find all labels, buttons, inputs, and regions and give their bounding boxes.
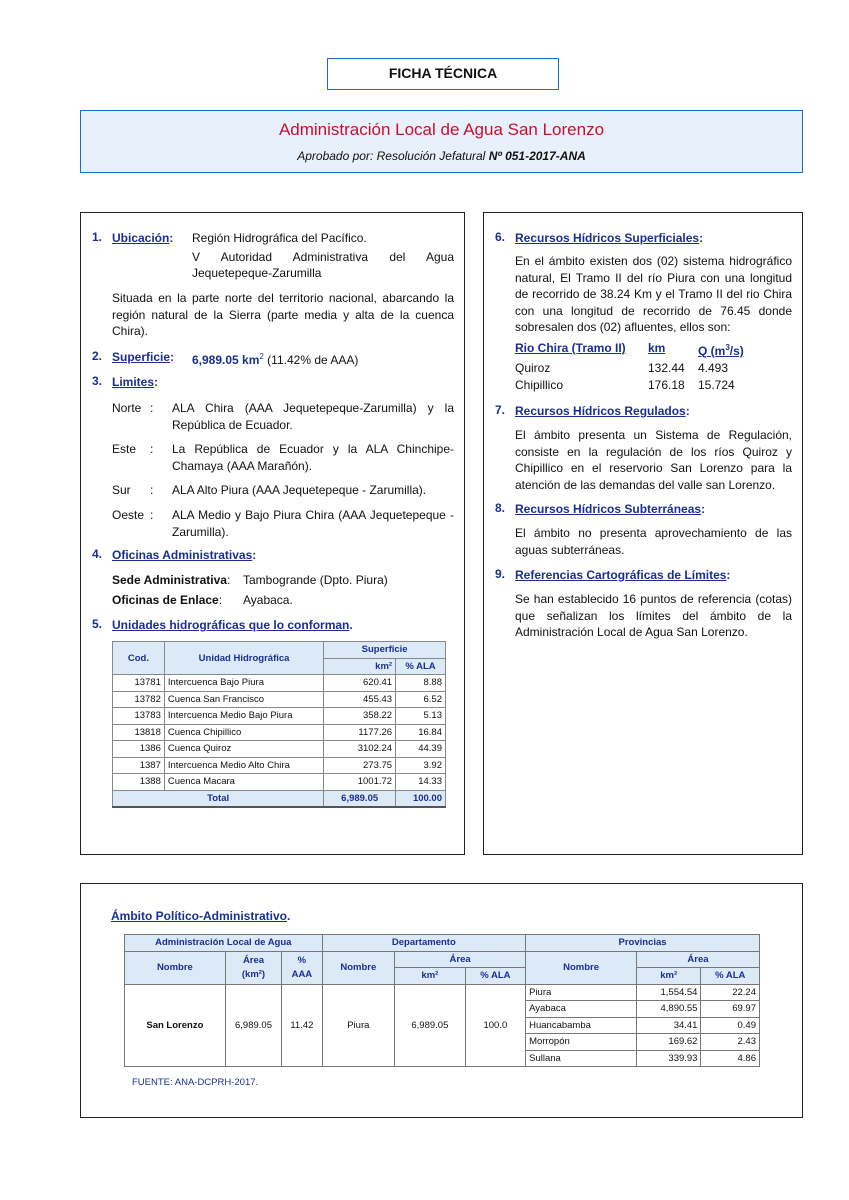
col-dep-area: Área <box>395 951 526 968</box>
ubicacion-region: Región Hidrográfica del Pacífico. <box>192 231 367 245</box>
limite-sur-sep: : <box>150 483 154 497</box>
river-chipillico-km: 176.18 <box>648 378 685 392</box>
cell-unit: Cuenca San Francisco <box>164 691 323 708</box>
limite-sur-value: ALA Alto Piura (AAA Jequetepeque - Zarumilla). <box>172 483 427 497</box>
limite-norte-key: Norte <box>112 401 142 415</box>
section-2-title: Superficie <box>112 350 171 364</box>
prov-pct: 2.43 <box>701 1034 760 1051</box>
section-5-dot: . <box>349 618 353 632</box>
enlace-row <box>112 592 222 609</box>
river-quiroz-km: 132.44 <box>648 361 685 375</box>
superficie-km: 6,989.05 km <box>192 353 260 367</box>
col-dep-nombre: Nombre <box>322 951 395 984</box>
cell-pct: 6.52 <box>396 691 446 708</box>
section-6-title: Recursos Hídricos Superficiales <box>515 231 700 245</box>
section-4-number: 4. <box>92 547 103 561</box>
cell-cod: 13818 <box>113 724 165 741</box>
q-end: /s) <box>729 344 744 358</box>
section-5-heading <box>112 617 353 634</box>
table-row <box>113 708 446 725</box>
table-row <box>125 984 760 1001</box>
section-3-title: Limites <box>112 375 155 389</box>
prov-name: Huancabamba <box>526 1017 637 1034</box>
section-1-number: 1. <box>92 230 103 244</box>
source-note: FUENTE: ANA-DCPRH-2017. <box>132 1077 259 1088</box>
col-ala-area-label: Área <box>242 954 265 966</box>
page-title: Administración Local de Agua San Lorenzo <box>278 120 605 139</box>
col-ala-area-unit: (km²) <box>241 968 266 980</box>
table-row <box>113 675 446 692</box>
section-3-number: 3. <box>92 374 103 388</box>
subterraneas-description: El ámbito no presenta aprovechamiento de las aguas subterráneas. <box>515 526 792 557</box>
col-pct-ala: % ALA <box>396 658 446 675</box>
ala-name: San Lorenzo <box>125 984 226 1067</box>
cell-pct: 14.33 <box>396 774 446 791</box>
q-sup: 3 <box>725 343 730 352</box>
col-cod: Cod. <box>113 642 165 675</box>
limite-este-sep: : <box>150 442 154 456</box>
cell-km: 358.22 <box>324 708 396 725</box>
col-ala-area <box>225 951 281 984</box>
col-dep-pct: % ALA <box>465 968 525 985</box>
table-row <box>113 724 446 741</box>
cell-cod: 1388 <box>113 774 165 791</box>
section-7-title: Recursos Hídricos Regulados <box>515 404 686 418</box>
river-chipillico-name: Chipillico <box>515 378 564 392</box>
section-1-title: Ubicación <box>112 231 170 245</box>
cell-km: 455.43 <box>324 691 396 708</box>
superficiales-description: En el ámbito existen dos (02) sistema hidrográfico natural, El Tramo II del río Piura con una longitud de recorrido de 38.24 Km y el Tramo II del rio Chira con una longitud de recorrido de 76.45 donde sobresalen dos (02) afluentes, ellos son: <box>515 254 792 334</box>
prov-km: 1,554.54 <box>636 984 701 1001</box>
cell-unit: Intercuenca Medio Bajo Piura <box>164 708 323 725</box>
section-4-heading <box>112 547 256 564</box>
group-departamento: Departamento <box>322 935 526 952</box>
sede-key: Sede Administrativa <box>112 573 227 587</box>
section-2-heading <box>112 349 174 366</box>
limite-oeste-key: Oeste <box>112 508 145 522</box>
ubicacion-aaa-line2: Jequetepeque-Zarumilla <box>192 266 322 280</box>
superficie-value <box>192 349 358 369</box>
river-chipillico-q: 15.724 <box>698 378 735 392</box>
ambito-title: Ámbito Político-Administrativo <box>111 909 288 923</box>
prov-km: 339.93 <box>636 1050 701 1067</box>
ala-area: 6,989.05 <box>225 984 281 1067</box>
col-dep-km: km² <box>395 968 466 985</box>
section-6-heading <box>515 230 703 247</box>
limite-este-key: Este <box>112 442 137 456</box>
cell-km: 273.75 <box>324 757 396 774</box>
section-1-heading <box>112 230 173 247</box>
ambito-heading <box>111 908 290 925</box>
limite-norte-value: ALA Chira (AAA Jequetepeque-Zarumilla) y la República de Ecuador. <box>172 401 454 432</box>
prov-pct: 22.24 <box>701 984 760 1001</box>
prov-pct: 69.97 <box>701 1001 760 1018</box>
section-1-colon: : <box>169 231 174 245</box>
section-2-colon: : <box>170 350 175 364</box>
superficie-sup: 2 <box>259 352 264 361</box>
prov-name: Piura <box>526 984 637 1001</box>
col-superficie: Superficie <box>324 642 446 659</box>
group-ala: Administración Local de Agua <box>125 935 323 952</box>
sede-row <box>112 572 230 589</box>
ambito-dot: . <box>287 909 291 923</box>
section-8-heading <box>515 501 705 518</box>
total-km: 6,989.05 <box>324 790 396 807</box>
section-5-number: 5. <box>92 617 103 631</box>
rivers-header-name: Rio Chira (Tramo II) <box>515 341 626 355</box>
cell-unit: Intercuenca Medio Alto Chira <box>164 757 323 774</box>
prov-name: Sullana <box>526 1050 637 1067</box>
total-row <box>113 790 446 807</box>
politico-table <box>124 934 760 1067</box>
prov-pct: 4.86 <box>701 1050 760 1067</box>
section-7-heading <box>515 403 690 420</box>
col-prov-pct: % ALA <box>701 968 760 985</box>
dep-pct: 100.0 <box>465 984 525 1067</box>
left-panel <box>80 212 465 855</box>
section-9-colon: : <box>726 568 731 582</box>
rivers-header-q <box>698 340 744 360</box>
cell-cod: 1387 <box>113 757 165 774</box>
col-prov-nombre: Nombre <box>526 951 637 984</box>
prov-km: 34.41 <box>636 1017 701 1034</box>
section-4-colon: : <box>252 548 257 562</box>
section-5-title: Unidades hidrográficas que lo conforman <box>112 618 350 632</box>
section-7-colon: : <box>685 404 690 418</box>
enlace-sep: : <box>218 593 223 607</box>
approval-resolution: Nº 051-2017-ANA <box>488 149 586 163</box>
section-3-colon: : <box>154 375 159 389</box>
dep-name: Piura <box>322 984 395 1067</box>
cell-km: 3102.24 <box>324 741 396 758</box>
cell-pct: 3.92 <box>396 757 446 774</box>
section-9-title: Referencias Cartográficas de Límites <box>515 568 727 582</box>
col-prov-km: km² <box>636 968 701 985</box>
limite-este-value: La República de Ecuador y la ALA Chinchipe-Chamaya (AAA Marañón). <box>172 442 454 473</box>
ficha-tecnica-label: FICHA TÉCNICA <box>327 58 559 90</box>
sede-sep: : <box>226 573 231 587</box>
section-4-title: Oficinas Administrativas <box>112 548 253 562</box>
cell-pct: 16.84 <box>396 724 446 741</box>
section-8-title: Recursos Hídricos Subterráneas <box>515 502 702 516</box>
ubicacion-aaa-line1: V Autoridad Administrativa del Agua <box>192 250 454 264</box>
section-2-number: 2. <box>92 349 103 363</box>
prov-pct: 0.49 <box>701 1017 760 1034</box>
col-ala-pct-unit: AAA <box>291 968 313 980</box>
section-6-number: 6. <box>495 230 506 244</box>
col-ala-nombre: Nombre <box>125 951 226 984</box>
col-ala-pct <box>282 951 322 984</box>
header-banner <box>80 110 803 173</box>
section-6-colon: : <box>699 231 704 245</box>
cell-km: 1177.26 <box>324 724 396 741</box>
rivers-header-km: km <box>648 341 666 355</box>
cell-pct: 8.88 <box>396 675 446 692</box>
section-3-heading <box>112 374 158 391</box>
prov-km: 4,890.55 <box>636 1001 701 1018</box>
approval-prefix: Aprobado por: Resolución Jefatural <box>297 149 486 163</box>
river-quiroz-q: 4.493 <box>698 361 729 375</box>
cell-pct: 5.13 <box>396 708 446 725</box>
cell-unit: Cuenca Macara <box>164 774 323 791</box>
limite-sur-key: Sur <box>112 483 131 497</box>
group-provincias: Provincias <box>526 935 760 952</box>
approval-line <box>81 149 802 163</box>
section-8-number: 8. <box>495 501 506 515</box>
limite-oeste-value: ALA Medio y Bajo Piura Chira (AAA Jequetepeque - Zarumilla). <box>172 508 454 539</box>
col-unidad: Unidad Hidrográfica <box>164 642 323 675</box>
unidades-table <box>112 641 446 808</box>
cell-cod: 1386 <box>113 741 165 758</box>
table-row <box>113 691 446 708</box>
limite-oeste-sep: : <box>150 508 154 522</box>
cell-km: 620.41 <box>324 675 396 692</box>
cell-km: 1001.72 <box>324 774 396 791</box>
prov-name: Ayabaca <box>526 1001 637 1018</box>
cell-cod: 13782 <box>113 691 165 708</box>
section-8-colon: : <box>701 502 706 516</box>
regulados-description: El ámbito presenta un Sistema de Regulación, consiste en la regulación de los ríos Quiroz y Chipillico en el reservorio San Lorenzo para la atención de las demandas del valle san Lorenzo. <box>515 428 792 492</box>
section-7-number: 7. <box>495 403 506 417</box>
table-row <box>113 757 446 774</box>
sede-value: Tambogrande (Dpto. Piura) <box>243 573 388 587</box>
prov-name: Morropón <box>526 1034 637 1051</box>
table-row <box>113 774 446 791</box>
superficie-pct: (11.42% de AAA) <box>263 353 359 367</box>
q-label: Q (m <box>698 344 726 358</box>
river-quiroz-name: Quiroz <box>515 361 551 375</box>
col-prov-area: Área <box>636 951 759 968</box>
section-9-heading <box>515 567 730 584</box>
prov-km: 169.62 <box>636 1034 701 1051</box>
cell-unit: Cuenca Quiroz <box>164 741 323 758</box>
cell-cod: 13783 <box>113 708 165 725</box>
cartograficas-description: Se han establecido 16 puntos de referencia (cotas) que señalizan los límites del ámbito de la Administración Local de Agua San Lorenzo. <box>515 592 792 639</box>
ambito-panel <box>80 883 803 1118</box>
ala-pct: 11.42 <box>282 984 322 1067</box>
ubicacion-description: Situada en la parte norte del territorio nacional, abarcando la región natural de la Sierra (parte media y alta de la cuenca Chira). <box>112 291 454 338</box>
table-row <box>113 741 446 758</box>
section-9-number: 9. <box>495 567 506 581</box>
right-panel <box>483 212 803 855</box>
dep-km: 6,989.05 <box>395 984 466 1067</box>
enlace-key: Oficinas de Enlace <box>112 593 219 607</box>
cell-unit: Cuenca Chipillico <box>164 724 323 741</box>
cell-pct: 44.39 <box>396 741 446 758</box>
total-label: Total <box>113 790 324 807</box>
col-km: km² <box>324 658 396 675</box>
cell-unit: Intercuenca Bajo Piura <box>164 675 323 692</box>
total-pct: 100.00 <box>396 790 446 807</box>
cell-cod: 13781 <box>113 675 165 692</box>
enlace-value: Ayabaca. <box>243 593 293 607</box>
limite-norte-sep: : <box>150 401 154 415</box>
col-ala-pct-label: % <box>297 954 307 966</box>
